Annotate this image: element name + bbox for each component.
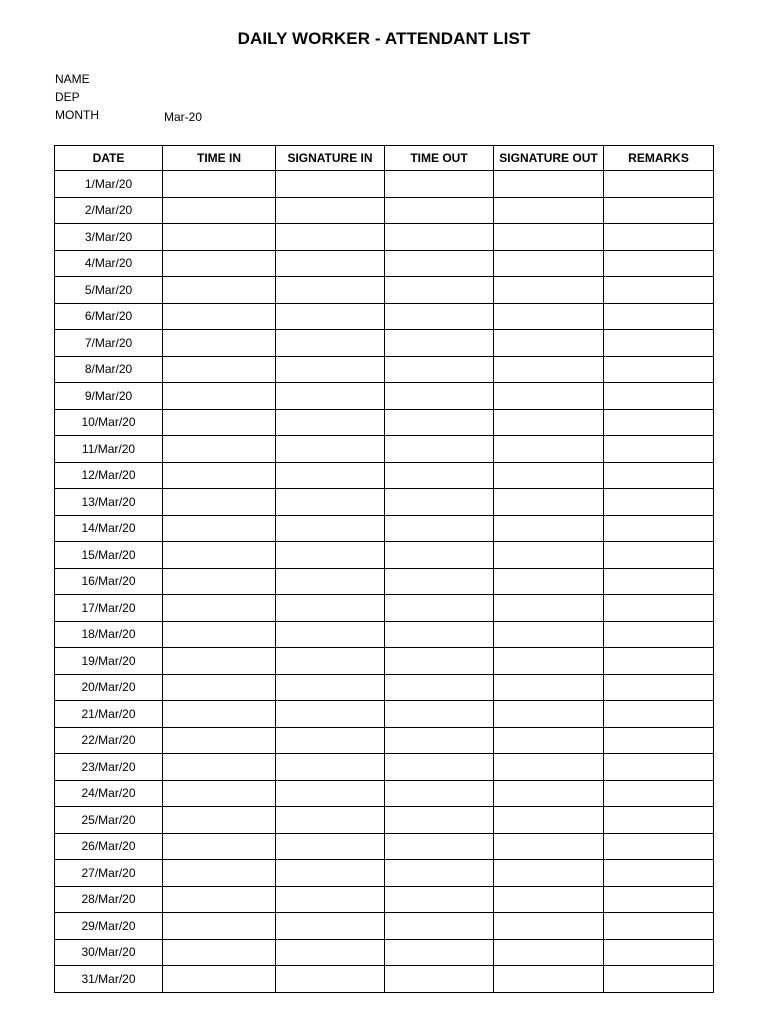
date-cell: 26/Mar/20 <box>55 833 163 860</box>
time-out-cell[interactable] <box>385 727 494 754</box>
signature-out-cell[interactable] <box>494 171 604 198</box>
time-in-cell[interactable] <box>163 224 276 251</box>
remarks-cell[interactable] <box>604 674 714 701</box>
time-in-cell[interactable] <box>163 754 276 781</box>
date-cell: 9/Mar/20 <box>55 383 163 410</box>
signature-in-cell[interactable] <box>276 648 385 675</box>
remarks-cell[interactable] <box>604 833 714 860</box>
signature-in-cell[interactable] <box>276 754 385 781</box>
time-in-cell[interactable] <box>163 356 276 383</box>
remarks-cell[interactable] <box>604 727 714 754</box>
date-cell: 25/Mar/20 <box>55 807 163 834</box>
table-row <box>55 303 714 330</box>
time-out-cell[interactable] <box>385 621 494 648</box>
remarks-cell[interactable] <box>604 886 714 913</box>
remarks-cell[interactable] <box>604 754 714 781</box>
time-out-cell[interactable] <box>385 542 494 569</box>
time-in-cell[interactable] <box>163 621 276 648</box>
table-row <box>55 330 714 357</box>
remarks-cell[interactable] <box>604 303 714 330</box>
table-row <box>55 277 714 304</box>
time-in-cell[interactable] <box>163 171 276 198</box>
signature-in-cell[interactable] <box>276 542 385 569</box>
time-out-cell[interactable] <box>385 171 494 198</box>
time-out-cell[interactable] <box>385 568 494 595</box>
signature-out-cell[interactable] <box>494 197 604 224</box>
remarks-cell[interactable] <box>604 462 714 489</box>
time-out-cell[interactable] <box>385 277 494 304</box>
signature-in-cell[interactable] <box>276 250 385 277</box>
signature-in-cell[interactable] <box>276 356 385 383</box>
remarks-cell[interactable] <box>604 701 714 728</box>
time-out-cell[interactable] <box>385 330 494 357</box>
signature-in-cell[interactable] <box>276 462 385 489</box>
signature-out-cell[interactable] <box>494 277 604 304</box>
time-out-cell[interactable] <box>385 489 494 516</box>
signature-out-cell[interactable] <box>494 356 604 383</box>
time-out-cell[interactable] <box>385 754 494 781</box>
column-header-signature-out: SIGNATURE OUT <box>494 146 604 171</box>
signature-in-cell[interactable] <box>276 701 385 728</box>
remarks-cell[interactable] <box>604 515 714 542</box>
time-out-cell[interactable] <box>385 674 494 701</box>
time-in-cell[interactable] <box>163 303 276 330</box>
signature-out-cell[interactable] <box>494 383 604 410</box>
table-row <box>55 542 714 569</box>
time-in-cell[interactable] <box>163 674 276 701</box>
column-header-time-out: TIME OUT <box>385 146 494 171</box>
time-in-cell[interactable] <box>163 860 276 887</box>
signature-in-cell[interactable] <box>276 939 385 966</box>
signature-out-cell[interactable] <box>494 780 604 807</box>
time-out-cell[interactable] <box>385 515 494 542</box>
month-label: MONTH <box>55 108 99 122</box>
time-in-cell[interactable] <box>163 727 276 754</box>
time-in-cell[interactable] <box>163 568 276 595</box>
table-row <box>55 436 714 463</box>
month-value: Mar-20 <box>164 110 203 124</box>
signature-out-cell[interactable] <box>494 621 604 648</box>
time-in-cell[interactable] <box>163 515 276 542</box>
remarks-cell[interactable] <box>604 621 714 648</box>
signature-in-cell[interactable] <box>276 727 385 754</box>
time-out-cell[interactable] <box>385 913 494 940</box>
time-out-cell[interactable] <box>385 966 494 993</box>
signature-in-cell[interactable] <box>276 515 385 542</box>
signature-in-cell[interactable] <box>276 303 385 330</box>
date-cell: 10/Mar/20 <box>55 409 163 436</box>
remarks-cell[interactable] <box>604 780 714 807</box>
signature-out-cell[interactable] <box>494 701 604 728</box>
column-header-date: DATE <box>55 146 163 171</box>
signature-in-cell[interactable] <box>276 780 385 807</box>
table-row <box>55 595 714 622</box>
table-row <box>55 807 714 834</box>
time-in-cell[interactable] <box>163 701 276 728</box>
table-row <box>55 356 714 383</box>
signature-out-cell[interactable] <box>494 568 604 595</box>
date-cell: 20/Mar/20 <box>55 674 163 701</box>
table-row <box>55 171 714 198</box>
header-row <box>55 146 714 171</box>
signature-out-cell[interactable] <box>494 886 604 913</box>
remarks-cell[interactable] <box>604 277 714 304</box>
date-cell: 31/Mar/20 <box>55 966 163 993</box>
name-label: NAME <box>55 72 90 86</box>
date-cell: 18/Mar/20 <box>55 621 163 648</box>
time-out-cell[interactable] <box>385 860 494 887</box>
table-row <box>55 754 714 781</box>
signature-out-cell[interactable] <box>494 754 604 781</box>
signature-out-cell[interactable] <box>494 595 604 622</box>
time-out-cell[interactable] <box>385 197 494 224</box>
time-out-cell[interactable] <box>385 462 494 489</box>
time-in-cell[interactable] <box>163 939 276 966</box>
table-row <box>55 780 714 807</box>
time-out-cell[interactable] <box>385 833 494 860</box>
time-out-cell[interactable] <box>385 409 494 436</box>
date-cell: 13/Mar/20 <box>55 489 163 516</box>
time-in-cell[interactable] <box>163 330 276 357</box>
signature-out-cell[interactable] <box>494 409 604 436</box>
signature-in-cell[interactable] <box>276 674 385 701</box>
table-row <box>55 409 714 436</box>
date-cell: 11/Mar/20 <box>55 436 163 463</box>
remarks-cell[interactable] <box>604 330 714 357</box>
table-row <box>55 833 714 860</box>
signature-in-cell[interactable] <box>276 807 385 834</box>
signature-out-cell[interactable] <box>494 648 604 675</box>
time-out-cell[interactable] <box>385 356 494 383</box>
remarks-cell[interactable] <box>604 568 714 595</box>
remarks-cell[interactable] <box>604 409 714 436</box>
column-header-signature-in: SIGNATURE IN <box>276 146 385 171</box>
signature-out-cell[interactable] <box>494 807 604 834</box>
table-row <box>55 462 714 489</box>
signature-out-cell[interactable] <box>494 489 604 516</box>
signature-in-cell[interactable] <box>276 330 385 357</box>
signature-out-cell[interactable] <box>494 939 604 966</box>
remarks-cell[interactable] <box>604 250 714 277</box>
time-in-cell[interactable] <box>163 197 276 224</box>
time-in-cell[interactable] <box>163 780 276 807</box>
date-cell: 3/Mar/20 <box>55 224 163 251</box>
time-out-cell[interactable] <box>385 780 494 807</box>
date-cell: 2/Mar/20 <box>55 197 163 224</box>
signature-in-cell[interactable] <box>276 568 385 595</box>
signature-in-cell[interactable] <box>276 171 385 198</box>
table-row <box>55 701 714 728</box>
remarks-cell[interactable] <box>604 436 714 463</box>
date-cell: 27/Mar/20 <box>55 860 163 887</box>
table-row <box>55 727 714 754</box>
date-cell: 6/Mar/20 <box>55 303 163 330</box>
date-cell: 30/Mar/20 <box>55 939 163 966</box>
time-out-cell[interactable] <box>385 303 494 330</box>
attendance-table <box>54 145 714 993</box>
table-row <box>55 568 714 595</box>
table-row <box>55 383 714 410</box>
signature-out-cell[interactable] <box>494 727 604 754</box>
signature-out-cell[interactable] <box>494 860 604 887</box>
signature-out-cell[interactable] <box>494 436 604 463</box>
remarks-cell[interactable] <box>604 939 714 966</box>
time-out-cell[interactable] <box>385 250 494 277</box>
remarks-cell[interactable] <box>604 966 714 993</box>
signature-in-cell[interactable] <box>276 383 385 410</box>
date-cell: 16/Mar/20 <box>55 568 163 595</box>
signature-in-cell[interactable] <box>276 409 385 436</box>
remarks-cell[interactable] <box>604 356 714 383</box>
signature-in-cell[interactable] <box>276 197 385 224</box>
signature-out-cell[interactable] <box>494 303 604 330</box>
signature-out-cell[interactable] <box>494 966 604 993</box>
date-cell: 1/Mar/20 <box>55 171 163 198</box>
table-row <box>55 648 714 675</box>
signature-out-cell[interactable] <box>494 674 604 701</box>
table-row <box>55 886 714 913</box>
time-out-cell[interactable] <box>385 701 494 728</box>
table-row <box>55 621 714 648</box>
time-in-cell[interactable] <box>163 807 276 834</box>
time-in-cell[interactable] <box>163 595 276 622</box>
date-cell: 12/Mar/20 <box>55 462 163 489</box>
signature-out-cell[interactable] <box>494 250 604 277</box>
date-cell: 17/Mar/20 <box>55 595 163 622</box>
table-row <box>55 860 714 887</box>
remarks-cell[interactable] <box>604 860 714 887</box>
remarks-cell[interactable] <box>604 913 714 940</box>
remarks-cell[interactable] <box>604 197 714 224</box>
date-cell: 15/Mar/20 <box>55 542 163 569</box>
time-in-cell[interactable] <box>163 886 276 913</box>
column-header-time-in: TIME IN <box>163 146 276 171</box>
signature-in-cell[interactable] <box>276 886 385 913</box>
signature-out-cell[interactable] <box>494 224 604 251</box>
time-in-cell[interactable] <box>163 250 276 277</box>
signature-out-cell[interactable] <box>494 462 604 489</box>
dep-label: DEP <box>55 90 80 104</box>
signature-in-cell[interactable] <box>276 913 385 940</box>
time-in-cell[interactable] <box>163 966 276 993</box>
date-cell: 5/Mar/20 <box>55 277 163 304</box>
date-cell: 29/Mar/20 <box>55 913 163 940</box>
time-in-cell[interactable] <box>163 913 276 940</box>
time-in-cell[interactable] <box>163 409 276 436</box>
signature-in-cell[interactable] <box>276 833 385 860</box>
date-cell: 24/Mar/20 <box>55 780 163 807</box>
date-cell: 21/Mar/20 <box>55 701 163 728</box>
date-cell: 14/Mar/20 <box>55 515 163 542</box>
date-cell: 4/Mar/20 <box>55 250 163 277</box>
signature-out-cell[interactable] <box>494 542 604 569</box>
page-title: DAILY WORKER - ATTENDANT LIST <box>237 29 531 48</box>
remarks-cell[interactable] <box>604 383 714 410</box>
date-cell: 28/Mar/20 <box>55 886 163 913</box>
signature-out-cell[interactable] <box>494 515 604 542</box>
remarks-cell[interactable] <box>604 648 714 675</box>
date-cell: 7/Mar/20 <box>55 330 163 357</box>
remarks-cell[interactable] <box>604 595 714 622</box>
time-out-cell[interactable] <box>385 807 494 834</box>
signature-in-cell[interactable] <box>276 621 385 648</box>
signature-in-cell[interactable] <box>276 277 385 304</box>
time-out-cell[interactable] <box>385 939 494 966</box>
time-out-cell[interactable] <box>385 436 494 463</box>
table-row <box>55 674 714 701</box>
time-in-cell[interactable] <box>163 436 276 463</box>
remarks-cell[interactable] <box>604 171 714 198</box>
remarks-cell[interactable] <box>604 489 714 516</box>
time-out-cell[interactable] <box>385 648 494 675</box>
time-in-cell[interactable] <box>163 383 276 410</box>
table-row <box>55 489 714 516</box>
table-row <box>55 913 714 940</box>
signature-out-cell[interactable] <box>494 330 604 357</box>
table-row <box>55 197 714 224</box>
signature-in-cell[interactable] <box>276 966 385 993</box>
date-cell: 19/Mar/20 <box>55 648 163 675</box>
time-out-cell[interactable] <box>385 224 494 251</box>
time-in-cell[interactable] <box>163 648 276 675</box>
date-cell: 23/Mar/20 <box>55 754 163 781</box>
signature-in-cell[interactable] <box>276 860 385 887</box>
signature-in-cell[interactable] <box>276 595 385 622</box>
table-row <box>55 515 714 542</box>
time-out-cell[interactable] <box>385 886 494 913</box>
remarks-cell[interactable] <box>604 224 714 251</box>
table-row <box>55 966 714 993</box>
time-in-cell[interactable] <box>163 833 276 860</box>
time-in-cell[interactable] <box>163 277 276 304</box>
time-in-cell[interactable] <box>163 542 276 569</box>
table-row <box>55 939 714 966</box>
column-header-remarks: REMARKS <box>604 146 714 171</box>
remarks-cell[interactable] <box>604 542 714 569</box>
date-cell: 22/Mar/20 <box>55 727 163 754</box>
signature-in-cell[interactable] <box>276 224 385 251</box>
remarks-cell[interactable] <box>604 807 714 834</box>
signature-in-cell[interactable] <box>276 436 385 463</box>
signature-out-cell[interactable] <box>494 913 604 940</box>
signature-out-cell[interactable] <box>494 833 604 860</box>
table-row <box>55 250 714 277</box>
date-cell: 8/Mar/20 <box>55 356 163 383</box>
time-in-cell[interactable] <box>163 462 276 489</box>
signature-in-cell[interactable] <box>276 489 385 516</box>
time-in-cell[interactable] <box>163 489 276 516</box>
time-out-cell[interactable] <box>385 383 494 410</box>
time-out-cell[interactable] <box>385 595 494 622</box>
table-row <box>55 224 714 251</box>
